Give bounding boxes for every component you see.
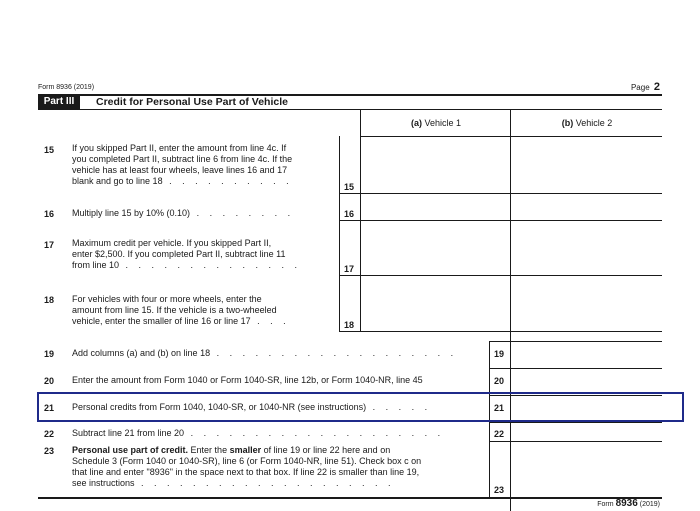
line-23-number: 23 — [44, 446, 55, 456]
line-23-box-label: 23 — [494, 485, 505, 495]
line-15-text: If you skipped Part II, enter the amount from line 4c. If you completed Part II, subtract line 6 from line 4c. If the vehicle has at least four wheels, leave lines 16 and 17 blank and go to line 18 . . . . . . . . . . — [72, 143, 293, 186]
form-footer: Form 8936 (2019) — [597, 498, 660, 509]
line-22-number: 22 — [44, 429, 55, 439]
line-17-text: Maximum credit per vehicle. If you skipped Part II, enter $2,500. If you completed Part II, subtract line 11 from line 10 . . . . . . . . . . . . . . — [72, 238, 302, 270]
line-21-highlight-box — [37, 392, 684, 422]
line-20-number: 20 — [44, 376, 55, 386]
column-b-header: (b) Vehicle 2 — [561, 118, 613, 128]
line-16-vehicle-1-input[interactable] — [361, 194, 510, 220]
line-19-text: Add columns (a) and (b) on line 18 . . . . . . . . . . . . . . . . . . . — [72, 348, 458, 358]
line-21-number: 21 — [44, 403, 55, 413]
line-18-number: 18 — [44, 295, 55, 305]
line-22-input[interactable] — [511, 423, 662, 441]
page-indicator — [631, 81, 660, 93]
line-18-box-label: 18 — [344, 320, 355, 330]
part-title: Credit for Personal Use Part of Vehicle — [96, 96, 288, 108]
line-18-vehicle-1-input[interactable] — [361, 276, 510, 331]
line-22-text: Subtract line 21 from line 20 . . . . . . . . . . . . . . . . . . . . — [72, 428, 445, 438]
column-a-header: (a) Vehicle 1 — [410, 118, 462, 128]
line-19-box-label: 19 — [494, 349, 505, 359]
line-17-vehicle-2-input[interactable] — [511, 221, 662, 275]
line-19-input[interactable] — [511, 342, 662, 368]
form-header-left: Form 8936 (2019) — [38, 84, 95, 91]
line-22-box-label: 22 — [494, 429, 505, 439]
line-15-box-label: 15 — [344, 182, 355, 192]
line-21-text: Personal credits from Form 1040, 1040-SR, or 1040-NR (see instructions) . . . . . — [72, 402, 432, 412]
line-17-vehicle-1-input[interactable] — [361, 221, 510, 275]
page-number: 2 — [653, 81, 660, 93]
line-21-box-label: 21 — [494, 403, 505, 413]
line-20-text: Enter the amount from Form 1040 or Form 1040-SR, line 12b, or Form 1040-NR, line 45 — [72, 375, 423, 385]
line-15-vehicle-2-input[interactable] — [511, 137, 662, 193]
line-19-number: 19 — [44, 349, 55, 359]
line-15-vehicle-1-input[interactable] — [361, 137, 510, 193]
line-17-box-label: 17 — [344, 264, 355, 274]
line-23-input[interactable] — [511, 442, 662, 498]
page-label: Page — [630, 83, 650, 92]
line-15-number: 15 — [44, 145, 55, 155]
part-badge: Part III — [38, 95, 80, 109]
line-18-text: For vehicles with four or more wheels, enter the amount from line 15. If the vehicle is a two-wheeled vehicle, enter the smaller of line 16 or line 17 . . . — [72, 294, 290, 326]
line-16-text: Multiply line 15 by 10% (0.10) . . . . . . . . — [72, 208, 295, 218]
line-20-box-label: 20 — [494, 376, 505, 386]
line-23-text: Personal use part of credit. Enter the smaller of line 19 or line 22 here and on Schedule 3 (Form 1040 or 1040-SR), line 6 (or Form 1040-NR, line 51). Check box c on that line and enter "8936" in the space next to that box. If line 22 is smaller than line 19, see instructions . . . . . . . . . . . . . . . . . . . . — [72, 445, 422, 488]
line-16-number: 16 — [44, 209, 55, 219]
line-17-number: 17 — [44, 240, 55, 250]
line-16-box-label: 16 — [344, 209, 355, 219]
line-16-vehicle-2-input[interactable] — [511, 194, 662, 220]
line-18-vehicle-2-input[interactable] — [511, 276, 662, 331]
